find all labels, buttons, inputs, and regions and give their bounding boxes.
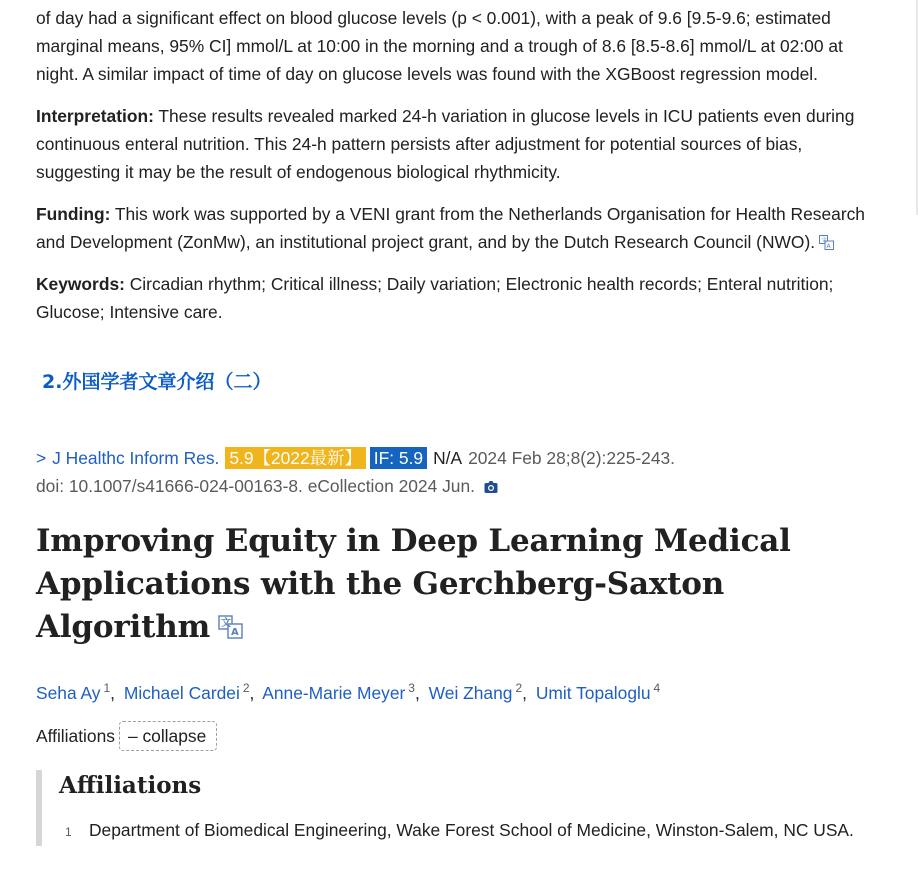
impact-factor-badge: IF: 5.9	[370, 447, 427, 469]
abstract-results-text: of day had a significant effect on blood glucose levels (p < 0.001), with a peak of 9.6 [9.5-9.6; estimated marginal means, 95% CI] mmol/L at 10:00 in the morning and a trough of 8.6 [8.5-8.6] mmol/L at 02:00 at night. A similar impact of time of day on glucose levels was found with the XGBoost regression model.	[36, 8, 843, 84]
journal-link[interactable]: J Healthc Inform Res.	[52, 448, 220, 468]
publication-date: 2024 Feb 28;8(2):225-243.	[468, 448, 675, 468]
article-title	[36, 520, 881, 649]
title-line-1: Improving Equity in Deep Learning Medical	[36, 523, 791, 559]
abstract-interpretation	[36, 102, 881, 186]
affiliation-text: Department of Biomedical Engineering, Wake Forest School of Medicine, Winston-Salem, NC USA.	[89, 820, 854, 840]
svg-text:文: 文	[221, 618, 231, 629]
funding-label: Funding:	[36, 204, 111, 224]
collapse-button[interactable]: – collapse	[119, 721, 217, 751]
doi-line: doi: 10.1007/s41666-024-00163-8. eCollection 2024 Jun.	[36, 476, 475, 496]
funding-text: This work was supported by a VENI grant from the Netherlands Organisation for Health Research and Development (ZonMw), an institutional project grant, and by the Dutch Research Council (NWO).	[36, 204, 865, 252]
title-line-2: Applications with the Gerchberg-Saxton Algorithm	[36, 566, 725, 645]
translate-icon[interactable]	[819, 230, 834, 250]
author-link[interactable]: Wei Zhang $^2$	[428, 681, 523, 703]
section-heading: 2.外国学者文章介绍（二）	[42, 371, 272, 393]
interpretation-text: These results revealed marked 24-h variation in glucose levels in ICU patients even during continuous enteral nutrition. This 24-h pattern persists after adjustment for potential sources of bias, suggesting it may be the result of endogenous biological rhythmicity.	[36, 106, 855, 182]
author-list: Seha Ay $^1$, Michael Cardei $^2$, Anne-Marie Meyer $^3$, Wei Zhang $^2$, Umit Topaloglu $^4$	[36, 681, 661, 703]
affiliations-label: Affiliations	[36, 726, 115, 746]
citation-line	[36, 444, 881, 500]
author-link[interactable]: Umit Topaloglu $^4$	[535, 681, 661, 703]
camera-icon[interactable]	[483, 474, 499, 488]
cas-badge: 5.9【2022最新】	[225, 447, 365, 469]
author-link[interactable]: Seha Ay $^1$	[36, 681, 111, 703]
keywords-label: Keywords:	[36, 274, 125, 294]
svg-text:A: A	[231, 627, 239, 638]
affiliations-toggle-row	[36, 721, 881, 751]
affiliation-number: 1	[65, 825, 72, 839]
keywords-text: Circadian rhythm; Critical illness; Daily variation; Electronic health records; Enteral nutrition; Glucose; Intensive care.	[36, 274, 834, 322]
na-label: N/A	[433, 448, 463, 468]
interpretation-label: Interpretation:	[36, 106, 154, 126]
affiliations-heading: Affiliations	[59, 772, 202, 799]
translate-icon[interactable]	[218, 608, 244, 638]
author-link[interactable]: Michael Cardei $^2$	[123, 681, 250, 703]
chevron-right-icon[interactable]: >	[36, 448, 47, 468]
article-content	[36, 0, 881, 751]
svg-text:文: 文	[821, 237, 828, 244]
svg-text:A: A	[826, 243, 831, 250]
affiliation-item	[59, 816, 899, 846]
affiliations-panel	[36, 770, 899, 846]
author-link[interactable]: Anne-Marie Meyer $^3$	[262, 681, 415, 703]
abstract-keywords	[36, 270, 881, 326]
abstract-funding	[36, 200, 881, 256]
